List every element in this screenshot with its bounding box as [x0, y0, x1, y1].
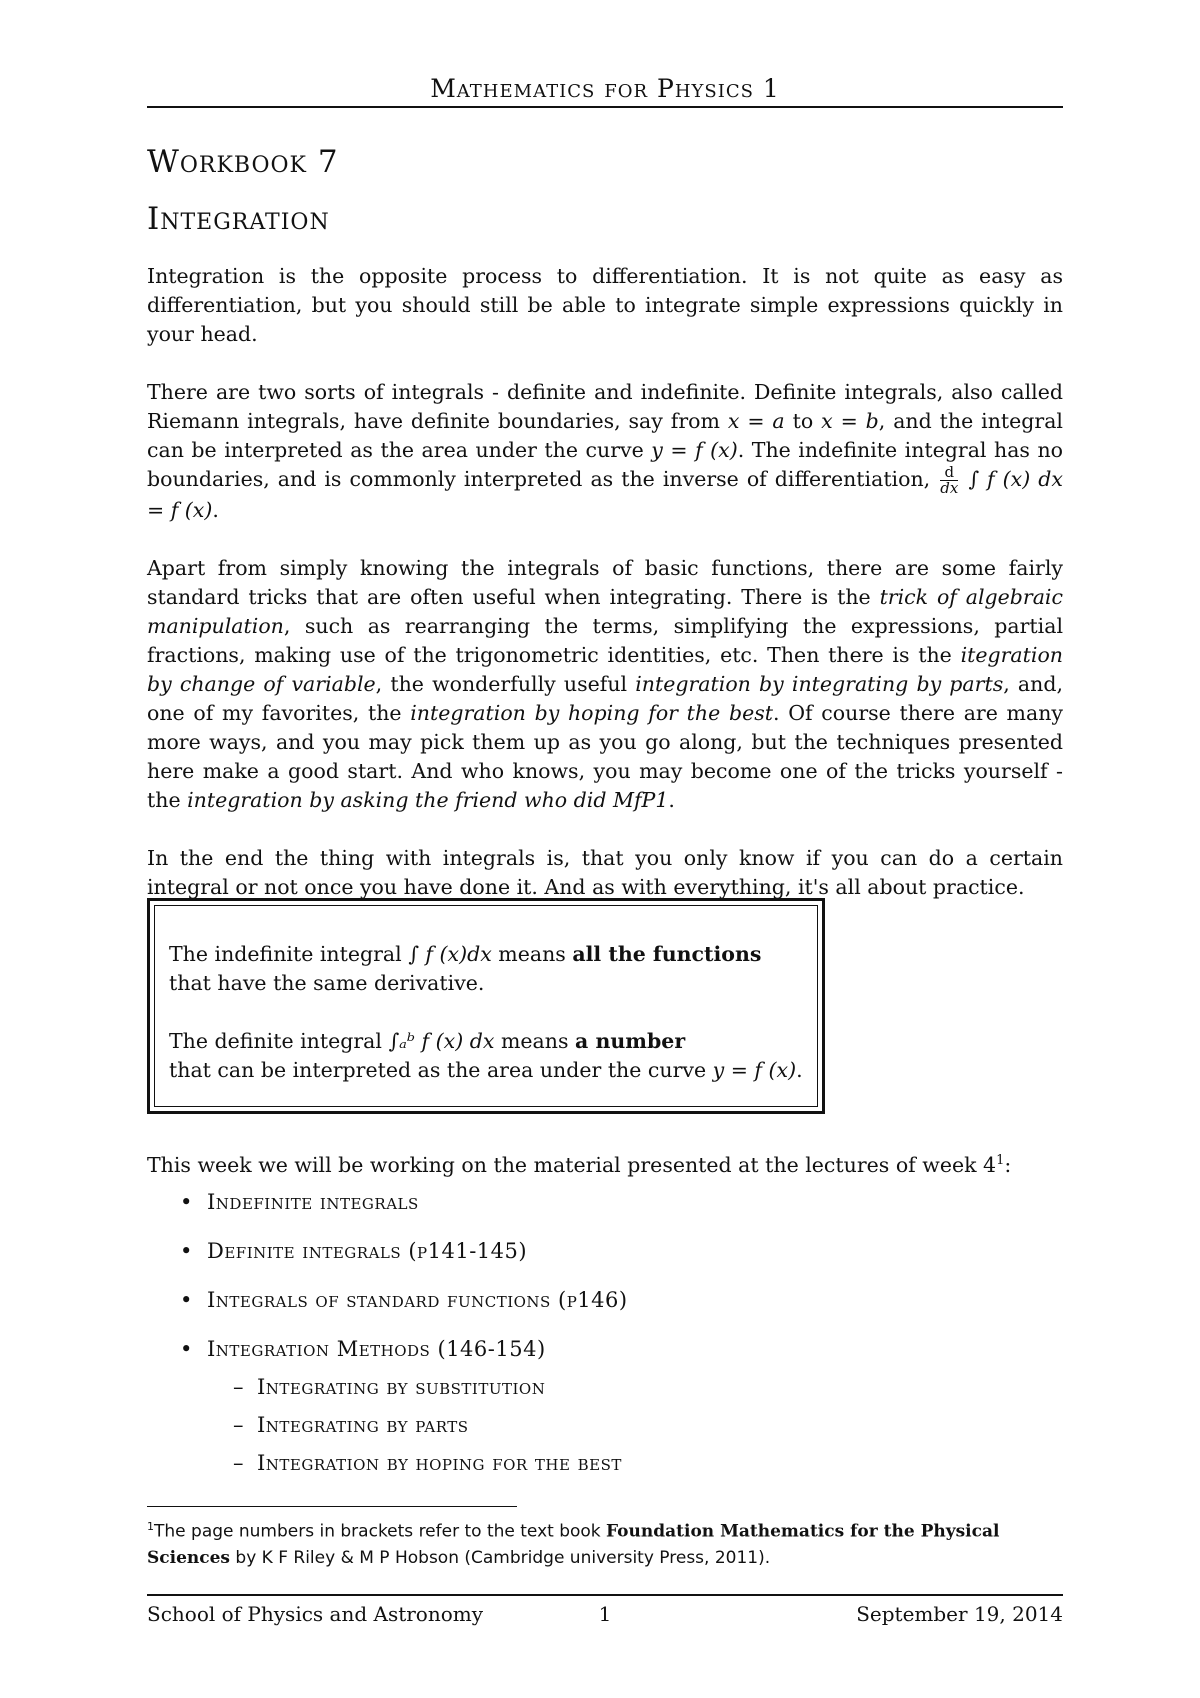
- box-l1-text-a: The indefinite integral: [169, 942, 402, 966]
- p3-emph-4: integration by hoping for the best: [410, 701, 773, 725]
- footnote-rule: [147, 1506, 517, 1507]
- box-l1-bold: all the functions: [572, 942, 762, 966]
- p2-text-e: .: [212, 498, 219, 522]
- paragraph-2: [147, 378, 1063, 525]
- box-l2-text-c: that can be interpreted as the area under the curve: [169, 1058, 707, 1082]
- p3-text-e: . Of course there are many more ways, and you may pick them up as you go along, but the techniques presented here make a good start. And who knows, you may become one of the tricks yourself - the: [147, 701, 1063, 812]
- box-definite: [169, 1027, 803, 1085]
- page-number: 1: [598, 1602, 612, 1626]
- lead-text: This week we will be working on the material presented at the lectures of week 4: [147, 1152, 997, 1177]
- p2-text-b: to: [792, 409, 814, 433]
- box-indefinite: [169, 940, 803, 998]
- list-item: • Integrals of standard functions (p146): [147, 1286, 628, 1335]
- math-x-eq-a: x = a: [727, 409, 785, 433]
- p3-emph-2: itegration by change of variable: [147, 643, 1063, 696]
- footnote-text-b: by K F Riley & M P Hobson (Cambridge university Press, 2011).: [235, 1547, 771, 1568]
- p3-text-b: , such as rearranging the terms, simplifying the expressions, partial fractions, making use of the trigonometric identities, etc. Then there is the: [147, 614, 1063, 667]
- footer-rule: [147, 1594, 1063, 1596]
- p3-emph-1: trick of algebraic manipulation: [147, 585, 1063, 638]
- header-rule: [147, 106, 1063, 108]
- p3-emph-3: integration by integrating by parts: [635, 672, 1004, 696]
- p3-text-a: Apart from simply knowing the integrals of basic functions, there are some fairly standard tricks that are often useful when integrating. There is the: [147, 556, 1063, 609]
- body-text: [147, 262, 1063, 931]
- paragraph-4: In the end the thing with integrals is, that you only know if you can do a certain integral or not once you have done it. And as with everything, it's all about practice.: [147, 846, 1063, 899]
- fraction-denominator: dx: [940, 479, 959, 497]
- lead-tail: :: [1004, 1152, 1012, 1177]
- box-l2-bold: a number: [575, 1029, 686, 1053]
- math-integral-identity: ∫ f (x) dx = f (x): [147, 467, 1063, 522]
- list-item: • Definite integrals (p141-145): [147, 1237, 628, 1286]
- p2-text-d: . The indefinite integral has no boundaries, and is commonly interpreted as the inverse of differentiation,: [147, 438, 1063, 491]
- p3-text-f: .: [668, 788, 675, 812]
- footnote: [147, 1514, 1063, 1571]
- p3-text-c: , the wonderfully useful: [375, 672, 628, 696]
- p2-text-a: There are two sorts of integrals - definite and indefinite. Definite integrals, also called Riemann integrals, have definite boundaries, say from: [147, 380, 1063, 433]
- footnote-mark[interactable]: 1: [996, 1153, 1005, 1168]
- running-header: Mathematics for Physics 1: [430, 74, 780, 103]
- list-item: [147, 1335, 628, 1487]
- fraction-numerator: d: [940, 465, 958, 481]
- p2-text-c: , and the integral can be interpreted as the area under the curve: [147, 409, 1063, 462]
- footer-school: School of Physics and Astronomy: [147, 1602, 484, 1626]
- document-page: [147, 0, 1063, 1698]
- paragraph-1: Integration is the opposite process to differentiation. It is not quite as easy as differentiation, but you should still be able to integrate simple expressions quickly in your head.: [147, 264, 1063, 346]
- footnote-number: 1: [147, 1520, 154, 1533]
- math-y-eq-fx: y = f (x): [651, 438, 738, 462]
- footer-date: September 19, 2014: [856, 1602, 1063, 1626]
- p3-text-d: , and, one of my favorites, the: [147, 672, 1063, 725]
- workbook-title: Workbook 7: [147, 144, 339, 180]
- footnote-text-a: The page numbers in brackets refer to the text book: [154, 1521, 601, 1542]
- derivative-fraction: [940, 465, 958, 496]
- paragraph-3: [147, 554, 1063, 815]
- box-l1-text-b: means: [498, 942, 566, 966]
- sub-list-item: – Integrating by parts: [147, 1411, 628, 1449]
- box-l1-text-c: that have the same derivative.: [169, 971, 485, 995]
- footnote-book-title: Foundation Mathematics for the Physical Sciences: [147, 1521, 1000, 1568]
- math-x-eq-b: x = b: [821, 409, 879, 433]
- p3-emph-5: integration by asking the friend who did MfP1: [187, 788, 669, 812]
- section-title: Integration: [147, 201, 330, 237]
- summary-box: [147, 898, 825, 1114]
- box-l2-math-2: y = f (x): [712, 1058, 797, 1082]
- sub-list-item: – Integration by hoping for the best: [147, 1449, 628, 1487]
- topic-list: [147, 1188, 628, 1487]
- summary-box-inner: [154, 905, 818, 1107]
- box-l2-text-a: The definite integral: [169, 1029, 382, 1053]
- box-l2-text-d: .: [796, 1058, 803, 1082]
- box-l2-math: ∫ₐᵇ f (x) dx: [388, 1029, 495, 1053]
- subtopic-list: [147, 1373, 628, 1487]
- list-item: • Indefinite integrals: [147, 1188, 628, 1237]
- box-l1-math: ∫ f (x)dx: [408, 942, 492, 966]
- sub-list-item: – Integrating by substitution: [147, 1373, 628, 1411]
- list-item-label: Integration Methods (146-154): [207, 1337, 546, 1361]
- week-lead: [147, 1146, 1011, 1180]
- box-l2-text-b: means: [500, 1029, 569, 1053]
